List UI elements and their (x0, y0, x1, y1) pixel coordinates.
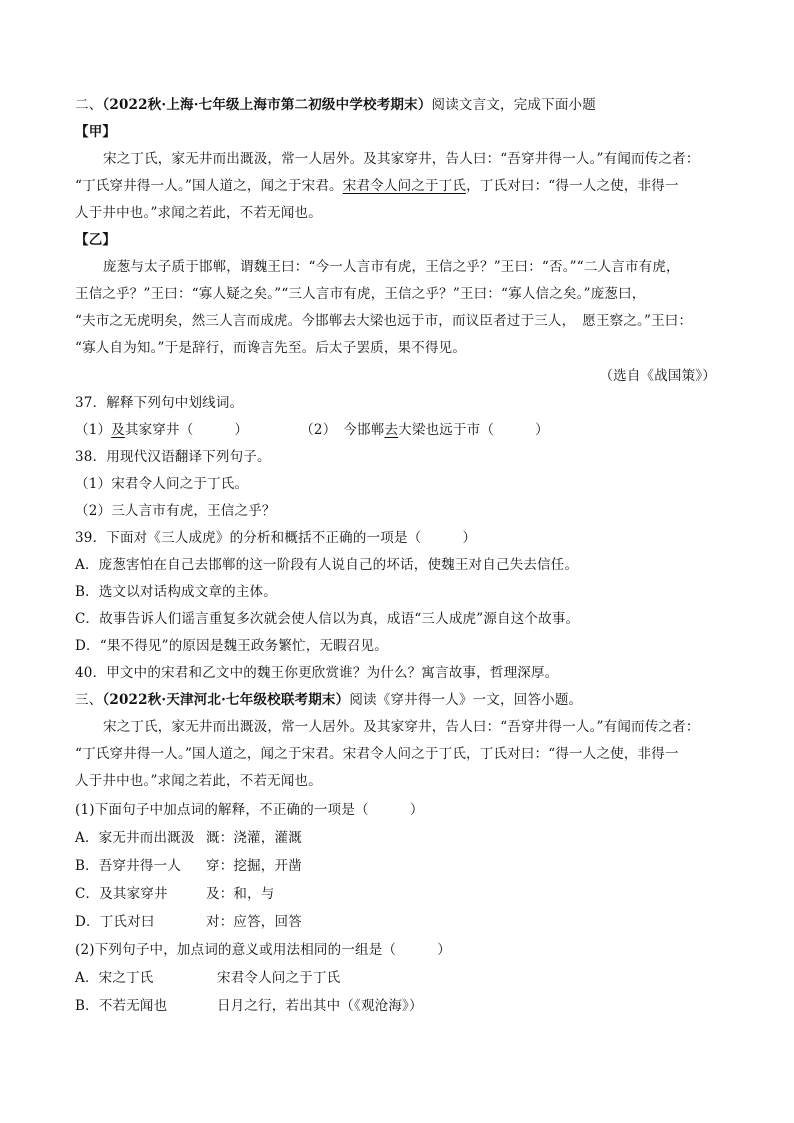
passage-line: “丁氏穿井得一人。”国人道之，闻之于宋君。宋君令人问之于丁氏，丁氏对曰：“得一人之使，非得一 (75, 746, 679, 762)
passage-yi-line: “寡人自为知。”于是辞行，而谗言先至。后太子罢质，果不得见。 (75, 340, 467, 356)
section-source: （2022秋·上海·七年级上海市第二初级中学校考期末） (102, 97, 432, 113)
section-number: 三、 (75, 692, 103, 708)
passage-jia-line: 宋之丁氏，家无井而出溉汲，常一人居外。及其家穿井，告人曰：“吾穿井得一人。”有闻而传之者： (103, 151, 700, 167)
passage-jia-label: 【甲】 (75, 124, 117, 140)
option-row: B．吾穿井得一人 穿：挖掘，开凿 (75, 858, 302, 874)
underlined-sentence: 宋君令人问之于丁氏 (342, 178, 467, 194)
passage-line: 人于井中也。”求闻之若此，不若无闻也。 (75, 773, 322, 789)
section-instruction: 阅读《穿井得一人》一文，回答小题。 (349, 692, 583, 708)
question-37-items: （1）及其家穿井（ ） （2） 今邯郸去大梁也远于市（ ） (75, 422, 549, 438)
passage-yi-label: 【乙】 (75, 232, 117, 248)
question-s3-1: (1)下面句子中加点词的解释，不正确的一项是（ ） (75, 802, 424, 818)
passage-yi-line: “夫市之无虎明矣，然三人言而成虎。今邯郸去大梁也远于市，而议臣者过于三人， 愿王察之。”王曰： (75, 313, 693, 329)
question-38: 38．用现代汉语翻译下列句子。 (75, 449, 271, 465)
question-38-item: （2）三人言市有虎，王信之乎？ (75, 503, 276, 519)
question-39-option: D．“果不得见”的原因是魏王政务繁忙，无暇召见。 (75, 638, 388, 654)
question-39-option: A．庞葱害怕在自己去邯郸的这一阶段有人说自己的坏话，使魏王对自己失去信任。 (75, 557, 579, 573)
section2-heading (75, 96, 724, 114)
option-row: A．家无井而出溉汲 溉：浇灌，灌溉 (75, 830, 302, 846)
underlined-word: 及 (111, 422, 125, 438)
section3-heading (75, 691, 724, 709)
question-39: 39．下面对《三人成虎》的分析和概括不正确的一项是（ ） (75, 530, 477, 546)
section-source: （2022秋·天津河北·七年级校联考期末） (102, 692, 350, 708)
option-row: C．及其家穿井 及：和，与 (75, 886, 275, 902)
passage-jia-line: “丁氏穿井得一人。”国人道之，闻之于宋君。宋君令人问之于丁氏，丁氏对曰：“得一人之使，非得一 (75, 178, 679, 194)
passage-yi-line: 庞葱与太子质于邯郸，谓魏王曰：“今一人言市有虎，王信之乎？”王曰：“否。”“二人言市有虎， (103, 259, 680, 275)
passage-line: 宋之丁氏，家无井而出溉汲，常一人居外。及其家穿井，告人曰：“吾穿井得一人。”有闻而传之者： (103, 719, 700, 735)
passage-yi-line: 王信之乎？”王曰：“寡人疑之矣。”“三人言市有虎，王信之乎？”王曰：“寡人信之矣。”庞葱曰， (75, 286, 646, 302)
passage-jia-line: 人于井中也。”求闻之若此，不若无闻也。 (75, 205, 322, 221)
question-s3-2: (2)下列句子中，加点词的意义或用法相同的一组是（ ） (75, 942, 451, 958)
question-39-option: C．故事告诉人们谣言重复多次就会使人信以为真，成语“三人成虎”源自这个故事。 (75, 611, 580, 627)
question-38-item: （1）宋君令人问之于丁氏。 (75, 476, 249, 492)
passage-source: （选自《战国策》） (599, 368, 716, 384)
question-37: 37．解释下列句中划线词。 (75, 395, 244, 411)
option-row: A．宋之丁氏 宋君令人问之于丁氏 (75, 970, 341, 986)
question-40: 40．甲文中的宋君和乙文中的魏王你更欣赏谁？为什么？寓言故事，哲理深厚。 (75, 665, 559, 681)
underlined-word: 去 (384, 422, 399, 438)
option-row: D．丁氏对曰 对：应答，回答 (75, 914, 302, 930)
question-39-option: B．选文以对话构成文章的主体。 (75, 584, 277, 600)
section-number: 二、 (75, 97, 103, 113)
section-instruction: 阅读文言文，完成下面小题 (431, 97, 596, 113)
option-row: B．不若无闻也 日月之行，若出其中（《观沧海》） (75, 998, 423, 1014)
